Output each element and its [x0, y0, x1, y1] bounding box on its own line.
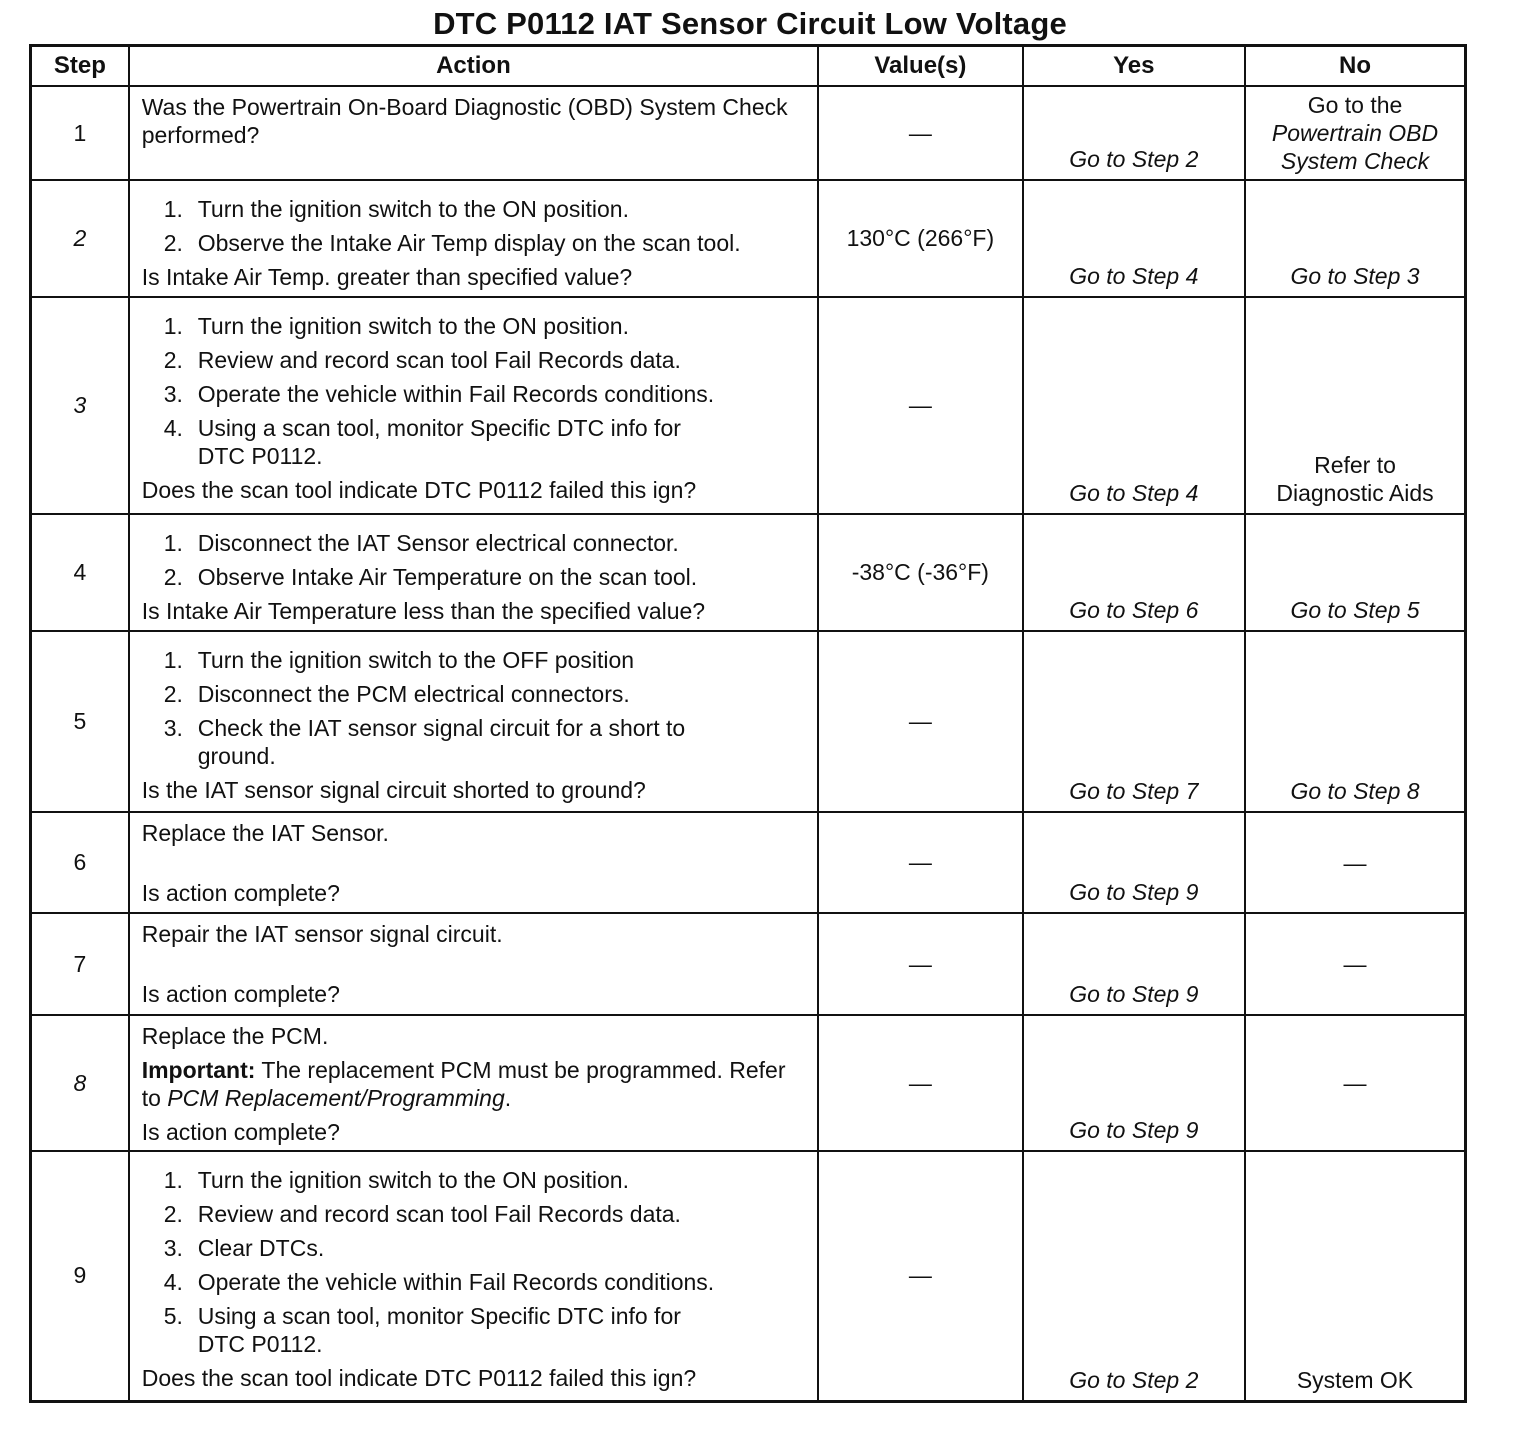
- step-number: 4: [31, 514, 129, 631]
- action-item: 2. Observe Intake Air Temperature on the scan tool.: [163, 564, 698, 590]
- refer-text: Refer to: [141, 1057, 786, 1111]
- yes-cell: Go to Step 6: [1023, 514, 1245, 631]
- important-label: Important:: [141, 1057, 256, 1083]
- value-cell: 130°C (266°F): [818, 180, 1022, 297]
- action-cell: [129, 1015, 818, 1151]
- no-link-text: Powertrain OBD System Check: [1271, 120, 1439, 174]
- value-cell: —: [818, 1151, 1022, 1401]
- no-cell: Go to Step 3: [1245, 180, 1465, 297]
- yes-cell: Go to Step 2: [1023, 1151, 1245, 1401]
- action-cell: [129, 913, 818, 1015]
- action-item: 2. Review and record scan tool Fail Records data.: [163, 1201, 681, 1227]
- value-cell: —: [818, 297, 1022, 514]
- action-item: 2. Disconnect the PCM electrical connectors.: [163, 681, 630, 707]
- header-action: Action: [129, 46, 818, 87]
- action-item: 1. Turn the ignition switch to the OFF position: [163, 647, 635, 673]
- refer-link: PCM Replacement/Programming: [167, 1085, 505, 1111]
- no-text: Go to the: [1307, 92, 1403, 118]
- header-yes: Yes: [1023, 46, 1245, 87]
- action-question: Is Intake Air Temperature less than the specified value?: [141, 598, 706, 624]
- no-cell: Refer to Diagnostic Aids: [1245, 297, 1465, 514]
- action-text: Replace the IAT Sensor.: [141, 820, 389, 846]
- table-row: [31, 812, 1466, 913]
- header-no: No: [1245, 46, 1465, 87]
- action-cell: [129, 86, 818, 180]
- yes-cell: Go to Step 7: [1023, 631, 1245, 812]
- action-item: 3. Operate the vehicle within Fail Records conditions.: [163, 381, 715, 407]
- step-number: 9: [31, 1151, 129, 1401]
- no-cell: System OK: [1245, 1151, 1465, 1401]
- step-number: 7: [31, 913, 129, 1015]
- no-cell: Go to Step 8: [1245, 631, 1465, 812]
- table-row: [31, 913, 1466, 1015]
- action-item: 1. Disconnect the IAT Sensor electrical connector.: [163, 530, 679, 556]
- action-question: Is action complete?: [141, 1119, 340, 1145]
- table-row: [31, 631, 1466, 812]
- yes-cell: Go to Step 4: [1023, 297, 1245, 514]
- table-row: [31, 86, 1466, 180]
- action-question: Is action complete?: [141, 981, 340, 1007]
- no-cell: Go to Step 5: [1245, 514, 1465, 631]
- action-item: 4. Operate the vehicle within Fail Records conditions.: [163, 1269, 715, 1295]
- action-question: Is Intake Air Temp. greater than specified value?: [141, 264, 633, 290]
- step-number: 8: [31, 1015, 129, 1151]
- diagnostic-table: [29, 44, 1467, 1403]
- action-item: 1. Turn the ignition switch to the ON position.: [163, 1167, 629, 1193]
- action-item: 1. Turn the ignition switch to the ON position.: [163, 196, 629, 222]
- value-cell: —: [818, 86, 1022, 180]
- action-cell: [129, 812, 818, 913]
- step-number: 6: [31, 812, 129, 913]
- value-cell: —: [818, 913, 1022, 1015]
- action-item: 4. Using a scan tool, monitor Specific DTC info for DTC P0112.: [163, 415, 681, 469]
- header-row: [31, 46, 1466, 87]
- yes-cell: Go to Step 4: [1023, 180, 1245, 297]
- step-number: 5: [31, 631, 129, 812]
- yes-cell: Go to Step 2: [1023, 86, 1245, 180]
- important-text: The replacement PCM must be programmed.: [261, 1057, 723, 1083]
- action-cell: [129, 514, 818, 631]
- no-cell: —: [1245, 1015, 1465, 1151]
- page-title: DTC P0112 IAT Sensor Circuit Low Voltage: [433, 6, 1067, 41]
- header-step: Step: [31, 46, 129, 87]
- table-row: [31, 297, 1466, 514]
- action-cell: [129, 297, 818, 514]
- action-item: 5. Using a scan tool, monitor Specific DTC info for DTC P0112.: [163, 1303, 681, 1357]
- action-cell: [129, 180, 818, 297]
- no-cell: —: [1245, 812, 1465, 913]
- action-text: Repair the IAT sensor signal circuit.: [141, 921, 503, 947]
- action-item: 2. Observe the Intake Air Temp display on the scan tool.: [163, 230, 741, 256]
- step-number: 1: [31, 86, 129, 180]
- action-question: Does the scan tool indicate DTC P0112 failed this ign?: [141, 1365, 697, 1391]
- yes-cell: Go to Step 9: [1023, 1015, 1245, 1151]
- step-number: 3: [31, 297, 129, 514]
- no-cell: —: [1245, 913, 1465, 1015]
- table-row: [31, 180, 1466, 297]
- value-cell: -38°C (-36°F): [818, 514, 1022, 631]
- table-row: [31, 1015, 1466, 1151]
- yes-cell: Go to Step 9: [1023, 812, 1245, 913]
- yes-cell: Go to Step 9: [1023, 913, 1245, 1015]
- action-item: 1. Turn the ignition switch to the ON position.: [163, 313, 629, 339]
- action-item: 2. Review and record scan tool Fail Records data.: [163, 347, 681, 373]
- action-text: Was the Powertrain On-Board Diagnostic (OBD) System Check performed?: [141, 94, 788, 148]
- action-question: Is action complete?: [141, 880, 340, 906]
- action-item: 3. Clear DTCs.: [163, 1235, 325, 1261]
- action-item: 3. Check the IAT sensor signal circuit for a short to ground.: [163, 715, 686, 769]
- action-cell: [129, 1151, 818, 1401]
- no-cell: [1245, 86, 1465, 180]
- action-question: Does the scan tool indicate DTC P0112 failed this ign?: [141, 477, 697, 503]
- table-row: [31, 514, 1466, 631]
- value-cell: —: [818, 812, 1022, 913]
- header-values: Value(s): [818, 46, 1022, 87]
- value-cell: —: [818, 631, 1022, 812]
- action-text: Replace the PCM.: [141, 1023, 329, 1049]
- value-cell: —: [818, 1015, 1022, 1151]
- table-row: [31, 1151, 1466, 1401]
- important-note: Important: The replacement PCM must be programmed. Refer to PCM Replacement/Programming.: [141, 1057, 786, 1111]
- step-number: 2: [31, 180, 129, 297]
- action-question: Is the IAT sensor signal circuit shorted to ground?: [141, 777, 646, 803]
- action-cell: [129, 631, 818, 812]
